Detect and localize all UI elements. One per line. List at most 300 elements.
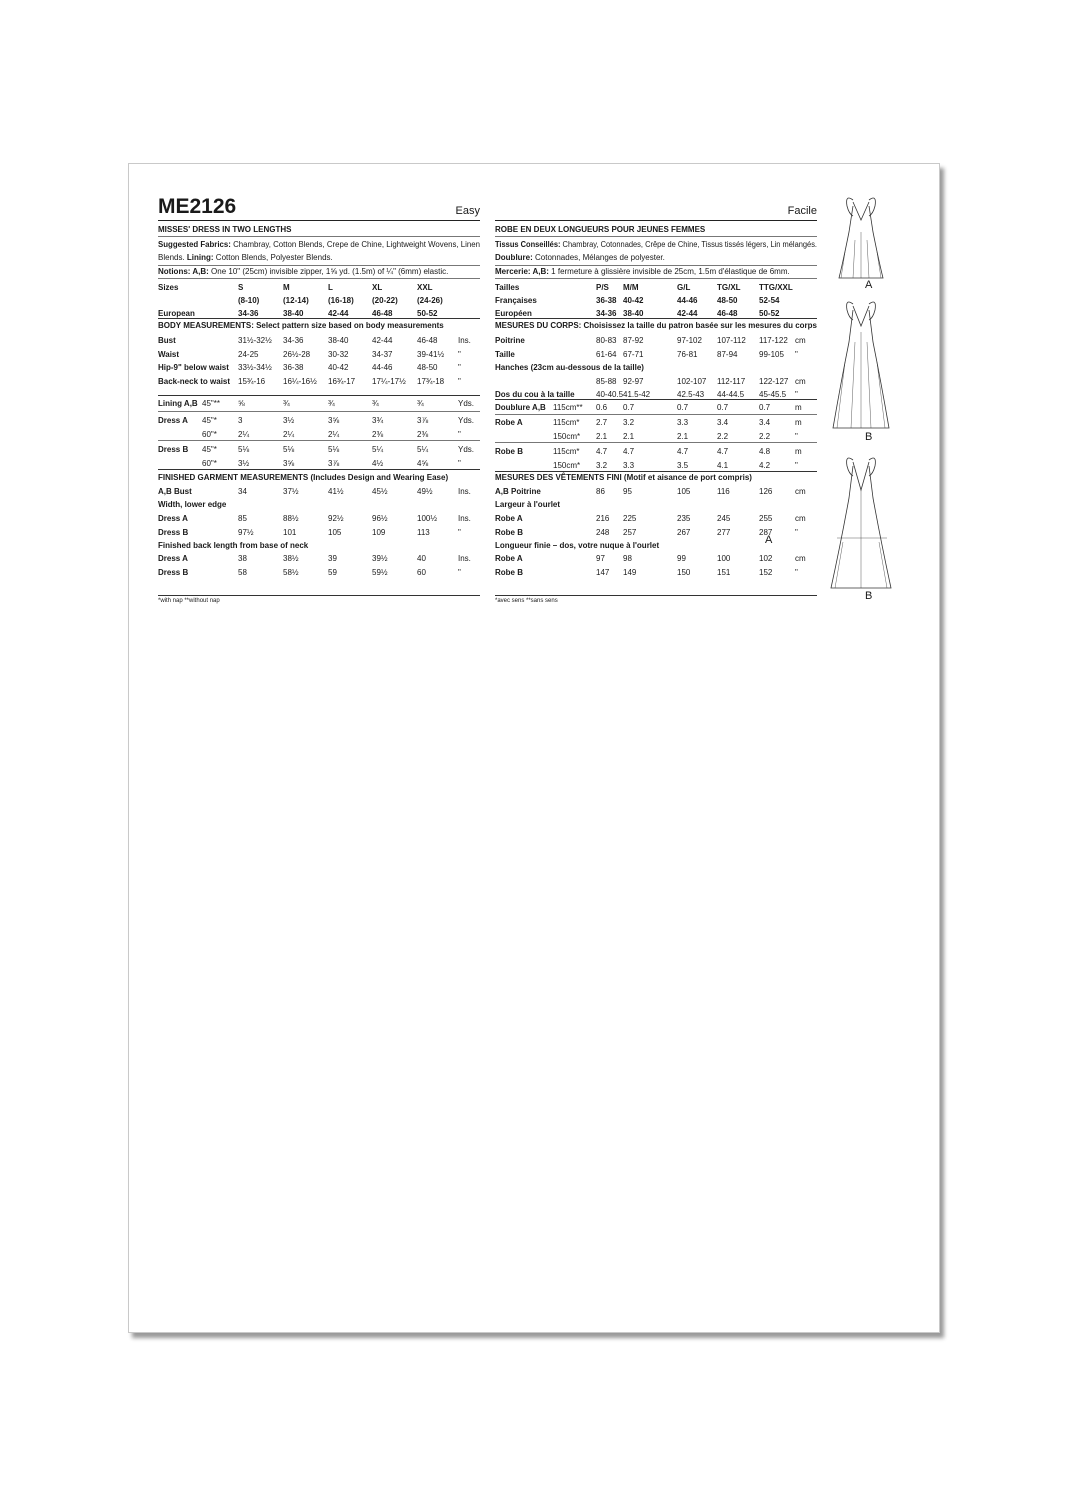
text-run: 1 fermeture à glissière invisible de 25cm, 1.5m d'élastique de 6mm. — [548, 267, 790, 276]
text-run: Mercerie: A,B: — [495, 267, 549, 276]
unit-label: cm — [795, 336, 806, 345]
french-size: 44-46 — [677, 296, 698, 305]
text-run: Cotton Blends, Polyester Blends. — [213, 253, 333, 262]
size-value: 2¼ — [328, 430, 340, 439]
text-run: Chambray, Cotonnades, Crêpe de Chine, Tissus tissés légers, Lin mélangés. — [560, 240, 818, 249]
size-value: 15¾-16 — [238, 376, 266, 386]
size-value: 287 — [759, 527, 773, 537]
size-value: 96½ — [372, 514, 388, 523]
size-value: 2.2 — [759, 432, 771, 441]
unit-label: cm — [795, 514, 806, 523]
width-heading: Largeur à l'ourlet — [495, 500, 561, 509]
size-value: 3.3 — [623, 461, 635, 470]
size-value: 245 — [717, 514, 731, 523]
size-value: 3½ — [283, 416, 295, 425]
yardage-label: Lining A,B — [158, 399, 198, 408]
header-fr — [495, 196, 817, 221]
unit-label: " — [795, 527, 798, 537]
size-value: 40-42 — [328, 363, 349, 372]
measurement-label: Hip-9" below waist — [158, 363, 229, 372]
unit-label: " — [458, 363, 461, 372]
length-row-label: Robe A — [495, 554, 523, 563]
unit-label: cm — [795, 554, 806, 563]
size-value: 116 — [717, 487, 730, 496]
divider — [158, 595, 480, 596]
divider — [495, 278, 817, 279]
text-run: Suggested Fabrics: — [158, 240, 231, 249]
unit-label: " — [458, 349, 461, 359]
finished-bust-label: A,B Bust — [158, 487, 192, 496]
size-value: 58 — [238, 567, 247, 577]
size-heading: P/S — [596, 283, 609, 292]
size-value: 31½-32½ — [238, 336, 272, 345]
size-value: 97 — [596, 554, 605, 563]
size-value: 33½-34½ — [238, 363, 272, 372]
size-value: 5⅛ — [283, 445, 295, 454]
size-heading: TTG/XXL — [759, 283, 793, 292]
unit-label: " — [458, 527, 461, 537]
unit-label: m — [795, 447, 802, 456]
view-label-b: B — [865, 431, 873, 443]
european-size: 42-44 — [328, 309, 349, 318]
size-value: 117-122 — [759, 336, 788, 345]
size-value: 30-32 — [328, 349, 349, 359]
size-value: 107-112 — [717, 336, 746, 345]
size-value: 2.1 — [623, 432, 635, 441]
size-value: 61-64 — [596, 349, 617, 359]
size-value: 34 — [238, 487, 247, 496]
view-b-front — [833, 302, 889, 428]
size-value: 0.7 — [623, 403, 635, 412]
unit-label: " — [458, 459, 461, 468]
fabric-width: 45"* — [202, 416, 217, 425]
size-value: 100½ — [417, 514, 438, 523]
size-value: 3 — [238, 416, 243, 425]
fabric-width: 150cm* — [553, 432, 581, 441]
length-row-label: Dress B — [158, 567, 189, 577]
size-value: 5¼ — [372, 445, 384, 454]
size-range: (20-22) — [372, 296, 398, 305]
size-value: 3¾ — [372, 416, 384, 425]
fabric-width: 60"* — [202, 430, 217, 439]
size-value: 87-92 — [623, 336, 644, 345]
fabrics-line — [495, 240, 817, 249]
size-value: ¾ — [283, 399, 290, 408]
divider — [495, 236, 817, 237]
size-value: 37½ — [283, 487, 299, 496]
size-value: 101 — [283, 527, 297, 537]
size-value: 97-102 — [677, 336, 702, 345]
unit-label: " — [795, 349, 798, 359]
size-value: 2.1 — [596, 432, 608, 441]
unit-label: cm — [795, 487, 806, 496]
size-value: 147 — [596, 567, 610, 577]
size-value: 17¼-17½ — [372, 376, 406, 386]
fabric-width: 60"* — [202, 459, 217, 468]
size-value: 4.7 — [677, 447, 689, 456]
size-value: 2.7 — [596, 418, 608, 427]
size-value: 102 — [759, 554, 773, 563]
back-view-label-a: A — [765, 534, 773, 546]
size-value: 38 — [238, 554, 247, 563]
size-value: 105 — [328, 527, 342, 537]
unit-label: m — [795, 418, 802, 427]
back-neck-label: Dos du cou à la taille — [495, 390, 575, 399]
size-value: 85 — [238, 514, 247, 523]
length-heading: Longueur finie – dos, votre nuque à l'ourlet — [495, 541, 660, 550]
view-label-a: A — [865, 279, 873, 291]
unit-label: " — [795, 461, 798, 470]
size-value: 109 — [372, 527, 386, 537]
size-value: 255 — [759, 514, 773, 523]
size-value: 3½ — [238, 459, 250, 468]
size-value: 97½ — [238, 527, 254, 537]
size-value: 44-46 — [372, 363, 393, 372]
divider — [495, 265, 817, 266]
size-value: 4.1 — [717, 461, 729, 470]
body-measurements-heading: BODY MEASUREMENTS: Select pattern size based on body measurements — [158, 321, 444, 330]
size-value: 100 — [717, 554, 731, 563]
back-view-label-b: B — [865, 590, 873, 602]
size-value: 45½ — [372, 487, 388, 496]
size-value: 76-81 — [677, 349, 698, 359]
size-value: 216 — [596, 514, 610, 523]
size-value: 2.1 — [677, 432, 689, 441]
size-value: 87-94 — [717, 349, 738, 359]
size-value: 3.5 — [677, 461, 689, 470]
divider — [158, 395, 480, 396]
size-value: 41.5-42 — [623, 390, 651, 399]
size-value: 248 — [596, 527, 610, 537]
fabric-width: 115cm** — [553, 403, 583, 412]
size-value: 0.7 — [759, 403, 771, 412]
size-range: (24-26) — [417, 296, 443, 305]
yardage-label: Doublure A,B — [495, 403, 546, 412]
fabric-width: 45"** — [202, 399, 220, 408]
size-value: 49½ — [417, 487, 433, 496]
divider — [495, 318, 817, 319]
section-title: ROBE EN DEUX LONGUEURS POUR JEUNES FEMMES — [495, 225, 706, 234]
text-run: Tissus Conseillés: — [495, 240, 561, 249]
divider — [158, 318, 480, 319]
french-size: 36-38 — [596, 296, 617, 305]
european-size: 46-48 — [372, 309, 393, 318]
difficulty-level-fr: Facile — [787, 205, 817, 217]
size-value: 0.7 — [717, 403, 729, 412]
size-value: 41½ — [328, 487, 344, 496]
size-value: 24-25 — [238, 349, 259, 359]
size-value: 16¾-17 — [328, 376, 356, 386]
hips-label: Hanches (23cm au-dessous de la taille) — [495, 363, 644, 372]
size-value: 38½ — [283, 554, 299, 563]
french-size: 40-42 — [623, 296, 644, 305]
size-value: 4.7 — [717, 447, 729, 456]
size-value: 46-48 — [417, 336, 438, 345]
size-value: 225 — [623, 514, 637, 523]
size-value: 60 — [417, 567, 426, 577]
header-en — [158, 196, 480, 221]
unit-label: Ins. — [458, 336, 471, 345]
unit-label: Yds. — [458, 399, 475, 408]
size-heading: L — [328, 283, 333, 292]
size-value: 126 — [759, 487, 773, 496]
size-value: 67-71 — [623, 349, 644, 359]
unit-label: " — [795, 567, 798, 577]
pattern-code: ME2126 — [158, 195, 237, 218]
finished-heading: MESURES DES VÊTEMENTS FINI (Motif et aisance de port compris) — [495, 473, 752, 482]
size-value: 4.8 — [759, 447, 771, 456]
size-value: 34-37 — [372, 349, 393, 359]
unit-label: " — [458, 567, 461, 577]
european-size: 38-40 — [283, 309, 304, 318]
size-value: 16¼-16½ — [283, 376, 317, 386]
size-value: 113 — [417, 527, 430, 537]
size-value: 85-88 — [596, 377, 617, 386]
footnote: *with nap **without nap — [158, 598, 220, 604]
european-size: 42-44 — [677, 309, 698, 318]
finished-heading: FINISHED GARMENT MEASUREMENTS (Includes Design and Wearing Ease) — [158, 473, 449, 482]
size-value: 99-105 — [759, 349, 784, 359]
size-value: 2⅜ — [417, 430, 429, 439]
size-value: 2¼ — [283, 430, 295, 439]
notions-line — [495, 267, 790, 276]
divider — [158, 440, 480, 441]
size-value: 2¼ — [238, 430, 250, 439]
size-value: 34-36 — [283, 336, 304, 345]
unit-label: " — [458, 376, 461, 386]
size-value: 3⅝ — [283, 459, 295, 468]
unit-label: Yds. — [458, 445, 475, 454]
french-size-label: Françaises — [495, 296, 537, 305]
divider — [158, 236, 480, 237]
european-size: 46-48 — [717, 309, 738, 318]
width-row-label: Dress A — [158, 514, 188, 523]
lining-line — [495, 253, 665, 262]
fabric-width: 115cm* — [553, 447, 580, 456]
size-value: 95 — [623, 487, 632, 496]
divider — [158, 469, 480, 470]
width-heading: Width, lower edge — [158, 500, 227, 509]
divider — [495, 414, 817, 415]
finished-bust-label: A,B Poitrine — [495, 487, 541, 496]
european-size: 34-36 — [238, 309, 259, 318]
text-run: Blends. — [158, 253, 187, 262]
size-value: 3.3 — [677, 418, 689, 427]
european-label: Européen — [495, 309, 532, 318]
size-heading: XL — [372, 283, 383, 292]
difficulty-level: Easy — [455, 205, 480, 217]
unit-label: Yds. — [458, 416, 475, 425]
size-value: 44-44.5 — [717, 390, 745, 399]
size-heading: G/L — [677, 283, 691, 292]
size-value: 99 — [677, 554, 686, 563]
size-value: ¾ — [417, 399, 424, 408]
size-value: 36-38 — [283, 363, 304, 372]
yardage-label: Dress B — [158, 445, 189, 454]
size-value: 267 — [677, 527, 691, 537]
european-size: 34-36 — [596, 309, 617, 318]
size-value: 105 — [677, 487, 691, 496]
measurement-label: Back-neck to waist — [158, 376, 231, 386]
text-run: Cotonnades, Mélanges de polyester. — [532, 253, 665, 262]
size-value: 39-41½ — [417, 349, 445, 359]
width-row-label: Robe A — [495, 514, 523, 523]
european-size: 38-40 — [623, 309, 644, 318]
length-row-label: Robe B — [495, 567, 523, 577]
fabric-width: 115cm* — [553, 418, 580, 427]
size-range: (16-18) — [328, 296, 354, 305]
size-value: 92-97 — [623, 377, 644, 386]
size-value: 277 — [717, 527, 731, 537]
size-value: 3⅞ — [417, 416, 429, 425]
size-value: 3.4 — [759, 418, 771, 427]
size-value: 3⅝ — [328, 416, 340, 425]
unit-label: m — [795, 403, 802, 412]
size-value: 42-44 — [372, 336, 393, 345]
size-value: 4⅝ — [417, 459, 429, 468]
measurement-label: Bust — [158, 336, 176, 345]
fabrics-line — [158, 240, 480, 249]
size-value: 257 — [623, 527, 637, 537]
yardage-label: Dress A — [158, 416, 188, 425]
unit-label: Ins. — [458, 487, 471, 496]
width-row-label: Dress B — [158, 527, 189, 537]
yardage-label: Robe A — [495, 418, 523, 427]
english-column — [158, 195, 480, 604]
size-value: 92½ — [328, 514, 344, 523]
measurement-label: Waist — [158, 349, 180, 359]
section-title: MISSES' DRESS IN TWO LENGTHS — [158, 225, 292, 234]
size-value: 39½ — [372, 554, 388, 563]
divider — [495, 442, 817, 443]
size-value: 88½ — [283, 514, 299, 523]
size-value: 4.7 — [623, 447, 635, 456]
size-value: 26½-28 — [283, 349, 311, 359]
size-value: 3.2 — [623, 418, 635, 427]
divider — [158, 265, 480, 266]
size-value: 5⅛ — [238, 445, 250, 454]
size-value: 38-40 — [328, 336, 349, 345]
sizes-label: Tailles — [495, 283, 520, 292]
size-heading: M — [283, 283, 290, 292]
size-value: 3⅞ — [328, 459, 340, 468]
size-value: 80-83 — [596, 336, 617, 345]
text-run: Chambray, Cotton Blends, Crepe de Chine, Lightweight Wovens, Linen — [230, 240, 480, 249]
size-heading: TG/XL — [717, 283, 741, 292]
size-value: 2⅜ — [372, 430, 384, 439]
divider — [495, 471, 817, 472]
text-run: Lining: — [186, 253, 214, 262]
size-value: 152 — [759, 567, 773, 577]
size-value: ⅝ — [238, 399, 245, 408]
unit-label: " — [795, 432, 798, 441]
unit-label: " — [458, 430, 461, 439]
measurement-label: Poitrine — [495, 336, 525, 345]
unit-label: cm — [795, 377, 806, 386]
size-value: 48-50 — [417, 363, 438, 372]
european-size: 50-52 — [759, 309, 780, 318]
size-value: 42.5-43 — [677, 390, 705, 399]
size-value: 59½ — [372, 567, 388, 577]
size-value: 151 — [717, 567, 731, 577]
size-heading: S — [238, 283, 244, 292]
length-row-label: Dress A — [158, 554, 188, 563]
fabric-width: 45"* — [202, 445, 217, 454]
yardage-label: Robe B — [495, 447, 523, 456]
divider — [495, 595, 817, 596]
size-value: 3.2 — [596, 461, 608, 470]
size-value: ¾ — [328, 399, 335, 408]
length-heading: Finished back length from base of neck — [158, 541, 309, 550]
size-value: 58½ — [283, 567, 299, 577]
view-a-front — [839, 198, 883, 278]
notions-line — [158, 267, 448, 276]
size-value: 5⅛ — [328, 445, 340, 454]
size-range: (12-14) — [283, 296, 309, 305]
text-run: Notions: A,B: — [158, 267, 209, 276]
divider — [158, 278, 480, 279]
french-column — [495, 196, 818, 604]
size-value: 150 — [677, 567, 691, 577]
size-value: 235 — [677, 514, 691, 523]
size-value: 98 — [623, 554, 632, 563]
size-value: 0.7 — [677, 403, 689, 412]
pattern-sheet — [128, 163, 940, 1333]
european-size: 50-52 — [417, 309, 438, 318]
size-value: 102-107 — [677, 377, 707, 386]
size-value: 0.6 — [596, 403, 608, 412]
size-value: 4.7 — [596, 447, 608, 456]
dress-line-drawings — [821, 192, 937, 612]
size-value: 39 — [328, 554, 337, 563]
size-value: 4.2 — [759, 461, 771, 470]
divider — [158, 411, 480, 412]
size-value: 59 — [328, 567, 337, 577]
fabric-width: 150cm* — [553, 461, 581, 470]
size-range: (8-10) — [238, 296, 260, 305]
size-heading: XXL — [417, 283, 433, 292]
width-row-label: Robe B — [495, 527, 523, 537]
european-label: European — [158, 309, 195, 318]
divider — [495, 399, 817, 400]
size-value: 40 — [417, 554, 426, 563]
size-value: 5¼ — [417, 445, 429, 454]
unit-label: " — [795, 390, 798, 399]
size-value: 122-127 — [759, 377, 789, 386]
size-value: 86 — [596, 487, 605, 496]
size-value: ¾ — [372, 399, 379, 408]
french-size: 48-50 — [717, 296, 738, 305]
size-value: 17¾-18 — [417, 376, 445, 386]
size-value: 149 — [623, 567, 637, 577]
size-value: 3.4 — [717, 418, 729, 427]
size-value: 45-45.5 — [759, 390, 787, 399]
back-view — [831, 458, 891, 588]
size-value: 2.2 — [717, 432, 729, 441]
french-size: 52-54 — [759, 296, 780, 305]
unit-label: Ins. — [458, 514, 471, 523]
text-run: One 10" (25cm) invisible zipper, 1⅝ yd. (1.5m) of ¼" (6mm) elastic. — [208, 267, 449, 276]
measurement-label: Taille — [495, 349, 515, 359]
size-heading: M/M — [623, 283, 639, 292]
lining-line — [158, 253, 333, 262]
body-measurements-heading: MESURES DU CORPS: Choisissez la taille du patron basée sur les mesures du corps — [495, 321, 817, 330]
sizes-label: Sizes — [158, 283, 179, 292]
text-run: Doublure: — [495, 253, 533, 262]
size-value: 4½ — [372, 459, 384, 468]
footnote: *avec sens **sans sens — [495, 598, 558, 604]
size-value: 40-40.5 — [596, 390, 624, 399]
